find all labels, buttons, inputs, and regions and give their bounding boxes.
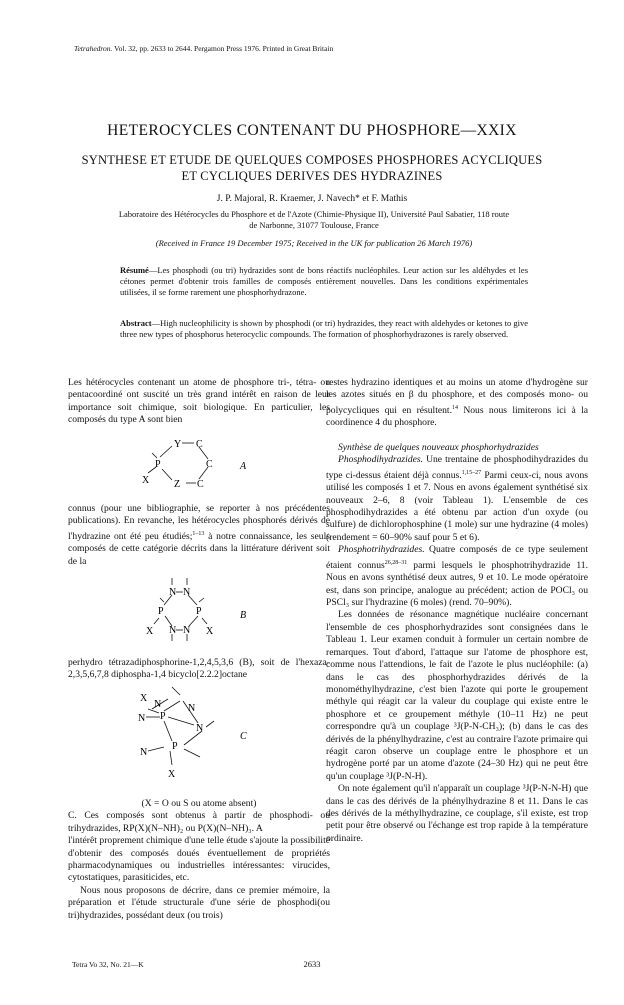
- journal-details: Vol. 32, pp. 2633 to 2644. Pergamon Press 1976. Printed in Great Britain: [114, 44, 334, 53]
- atom-n-1: N: [169, 587, 177, 599]
- atom-n-3: N: [169, 625, 177, 637]
- left-paragraph-5: l'intérêt proprement chimique d'une telle étude s'ajoute la possibilité d'obtenir des composés doués éventuellement de propriétés pharmacodynamiques ou industrielles intéressantes: virucides, cytostatiques, parasiticides, etc.: [68, 835, 330, 884]
- left-paragraph-3: perhydro tétrazadiphosphorine-1,2,4,5,3,6 (B), soit de l'hexaza-2,3,5,6,7,8 diphospha-1,4 bicyclo[2.2.2]octane: [68, 656, 330, 681]
- sub1-text: Une trentaine de phosphodihydrazides du type ci-dessus étaient déjà connus.: [326, 454, 588, 481]
- atom-p-1: P: [158, 606, 164, 618]
- section-heading: Synthèse de quelques nouveaux phosphorhydrazides: [338, 441, 539, 453]
- journal-name: Tetrahedron.: [74, 44, 113, 53]
- resume-text: —Les phosphodi (ou tri) hydrazides sont de bons réactifs nucléophiles. Leur action sur les aldéhydes et les cétones permet d'obtenir trois familles de composés entièrement nouvelles. Dans les conditions expérimentales utilisées, il se forme rarement une phosphorhydrazone.: [120, 265, 528, 297]
- structure-b-label: B: [240, 610, 247, 622]
- atom-c-n-right-1: N: [188, 703, 196, 715]
- subtitle-line-1: SYNTHESE ET ETUDE DE QUELQUES COMPOSES PHOSPHORES ACYCLIQUES: [81, 153, 543, 167]
- left-paragraph-4: C. Ces composés sont obtenus à partir de phosphodi- ou trihydrazides, RP(X)(N–NH)₂ ou P(X)(N–NH)₃. A: [68, 810, 330, 834]
- right-paragraph-1b-text: Nous nous limiterons ici à la coordinence 4 du phosphore.: [326, 405, 588, 429]
- right-paragraph-1-text: restes hydrazino identiques et au moins un atome d'hydrogène sur les azotes situés en β du phosphore, et des composés mono- ou polycycliques qui en résultent.: [326, 377, 588, 416]
- left-paragraph-1: Les hétérocycles contenant un atome de phosphore tri-, tétra- ou pentacoordiné ont suscité un très grand intérêt en raison de leur importance soit chimique, soit biologique. En particulier, les composés du type A sont bien: [68, 377, 330, 426]
- authors: J. P. Majoral, R. Kraemer, J. Navech* et F. Mathis: [216, 194, 408, 204]
- left-column: [68, 377, 330, 922]
- atom-c-2: C: [206, 458, 213, 470]
- coupling-paragraph: On note également qu'il n'apparaît un couplage ³J(P-N-N-H) que dans le cas des dérivés de la phénylhydrazine 8 et 11. Dans le cas des dérivés de la méthylhydrazine, ce couplage, s'il existe, est trop petit pour être observé ou l'échange est trop rapide à la température ordinaire.: [326, 783, 588, 844]
- atom-c-n-right-2: N: [196, 723, 204, 735]
- ref-1-13: 1–13: [192, 530, 205, 537]
- journal-header: [74, 44, 554, 53]
- atom-y: Y: [174, 438, 182, 450]
- ref-14: 14: [452, 404, 458, 411]
- resume-block: [120, 265, 528, 298]
- structure-a-label: A: [240, 460, 247, 472]
- affiliation: [70, 209, 558, 231]
- atom-c-p-top: P: [160, 711, 166, 723]
- footer-issue: Tetra Vo 32, No. 21—K: [72, 960, 144, 969]
- subtitle-line-2: ET CYCLIQUES DERIVES DES HYDRAZINES: [181, 169, 443, 183]
- left-paragraph-2b-text: à notre connaissance, les seuls composés de cette catégorie décrits dans la littérature dérivent soit de la: [68, 531, 330, 567]
- sub1-text-4: Nous en avons également synthétisé six nouveaux 2–6, 8 (voir Tableau 1). L'ensemble de ces phosphodihydrazides a été obtenu par action d'un oxyde (ou sulfure) de dichlorophosphine (1 mole) sur une hydrazine (4 moles) (rendement = 60–90% sauf pour 5 et 6).: [326, 482, 588, 543]
- abstract-block: [120, 318, 528, 340]
- ref-sub1: 1,15–27: [461, 469, 482, 476]
- abstract-label: Abstract: [120, 318, 152, 328]
- structure-c-label: C: [240, 731, 247, 743]
- rmn-paragraph: Les données de résonance magnétique nucléaire concernant l'ensemble de ces phosphorhydrazides sont consignées dans le Tableau 1. Leur examen conduit à formuler un certain nombre de remarques. Tout d'abord, l'attaque sur l'atome de phosphore est, comme nous l'attendions, le fait de l'azote le plus nucléophile: (a) dans le cas des phosphorhydrazides dérivés de la monométhylhydrazine, c'est bien l'azote qui porte le groupement méthyle qui réagit car la valeur du couplage qui existe entre le phosphore et ce groupement méthyle (10–11 Hz) ne peut correspondre qu'à un couplage ³J(P-N-CH₃); (b) dans le cas des dérivés de la phénylhydrazine, c'est au contraire l'azote primaire qui réagit caron observe un couplage entre le phosphore et un hydrogène porté par un atome d'azote (24–30 Hz) qui ne peut être qu'un couplage ³J(P-N-H).: [326, 609, 588, 782]
- phosphotrihydrazides-paragraph: [326, 544, 588, 609]
- page-number: 2633: [303, 959, 321, 969]
- structure-c: [68, 681, 330, 793]
- phosphotrihydrazides-title: Phosphotrihydrazides.: [338, 544, 425, 556]
- atom-p-2: P: [196, 606, 202, 618]
- atom-x-2: X: [206, 626, 214, 638]
- phosphodihydrazides-title: Phosphodihydrazides.: [338, 454, 424, 466]
- atom-x: X: [142, 474, 150, 486]
- right-column: [326, 377, 588, 845]
- received-dates: (Received in France 19 December 1975; Received in the UK for publication 26 March 1976): [155, 238, 473, 248]
- abstract-text: —High nucleophilicity is shown by phosphodi (or tri) hydrazides, they react with aldehydes or ketones to give three new types of phosphorus heterocyclic compounds. The formation of phosphorhydrazones is rarely observed.: [120, 318, 528, 339]
- atom-c-n-top: N: [154, 699, 162, 711]
- sub1-text-2: Parmi ceux-ci, nous avons utilisé les composés 1: [326, 469, 588, 494]
- atom-c-n-left: N: [138, 713, 146, 725]
- atom-x-1: X: [146, 626, 154, 638]
- phosphodihydrazides-paragraph: [326, 454, 588, 544]
- atom-z: Z: [174, 478, 181, 490]
- structure-b: [68, 568, 330, 652]
- affiliation-line-1: Laboratoire des Hétérocycles du Phosphore et de l'Azote (Chimie-Physique II), Université Paul Sabatier, 118 route: [118, 209, 510, 219]
- atom-c-x-bottom: X: [168, 769, 176, 781]
- paper-title: HETEROCYCLES CONTENANT DU PHOSPHORE—XXIX: [107, 122, 517, 139]
- atom-n-4: N: [183, 625, 191, 637]
- sub2-text-2: parmi lesquels le phosphotrihydrazide 11. Nous en avons synthétisé deux autres, 9 et 10. Le mode opératoire est, dans son principe, analogue au précédent; action de POCl₃ ou PSCl₃ sur l'hydrazine (6 moles) (rend. 70–90%).: [326, 559, 588, 609]
- atom-p: P: [155, 458, 161, 470]
- sub2-text: Quatre composés de ce type seulement étaient connus: [326, 544, 588, 571]
- affiliation-line-2: de Narbonne, 31077 Toulouse, France: [249, 220, 379, 230]
- ref-sub2: 26,28–31: [384, 559, 408, 566]
- structure-c-caption: (X = O ou S ou atome absent): [141, 797, 257, 809]
- atom-c-x-top: X: [140, 693, 148, 705]
- paper-subtitle: [60, 152, 564, 184]
- right-paragraph-1: [326, 377, 588, 430]
- structure-a: [68, 427, 330, 499]
- atom-c-n-bottom: N: [140, 747, 148, 759]
- left-paragraph-6: Nous nous proposons de décrire, dans ce premier mémoire, la préparation et l'étude structurale d'une série de phosphodi(ou tri)hydrazides, possédant deux (ou trois): [68, 884, 330, 921]
- left-paragraph-2: [68, 503, 330, 568]
- atom-c-3: C: [197, 478, 204, 490]
- atom-n-2: N: [183, 587, 191, 599]
- sub1-text-3: et 7.: [411, 482, 431, 494]
- atom-c-p-bottom: P: [172, 741, 178, 753]
- resume-label: Résumé: [120, 265, 149, 275]
- atom-c-1: C: [196, 438, 203, 450]
- left-paragraph-2-text: connus (pour une bibliographie, se reporter à nos précédentes publications). En revanche, les hétérocycles phosphorés dérivés de l'hydrazine ont été peu étudiés;: [68, 503, 330, 543]
